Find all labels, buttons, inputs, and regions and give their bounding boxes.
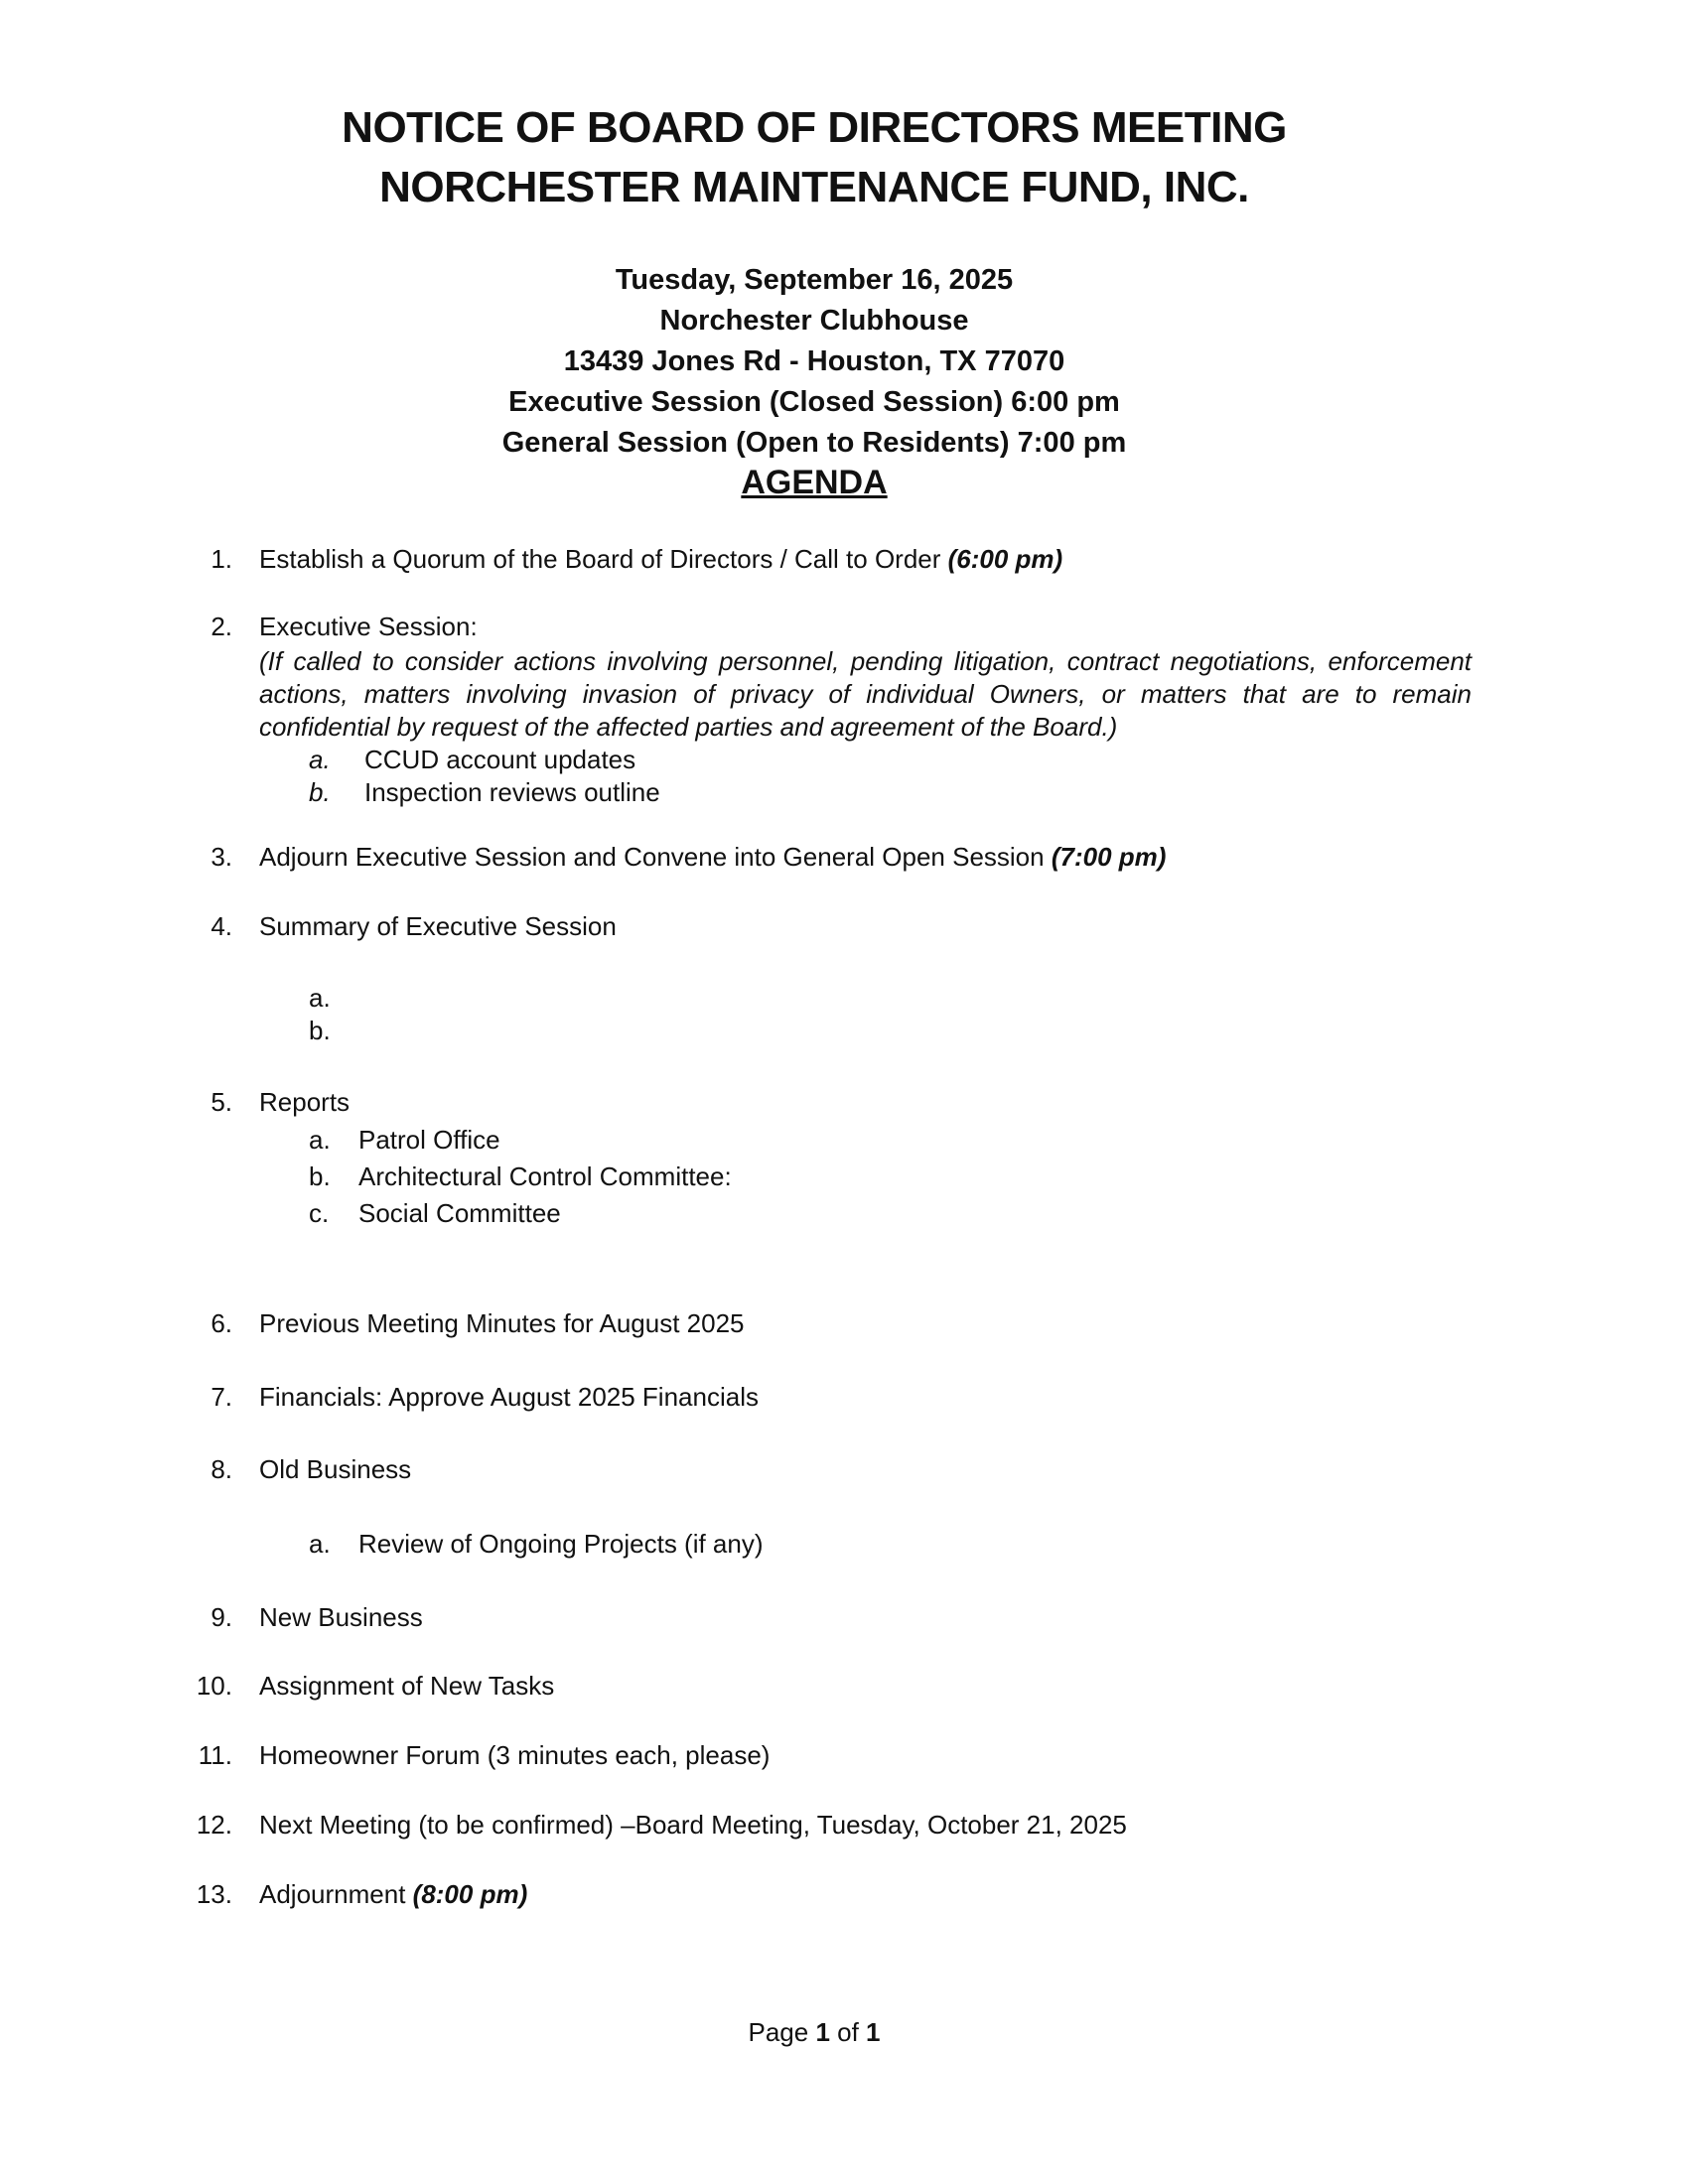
agenda-item-text: Previous Meeting Minutes for August 2025 bbox=[259, 1308, 745, 1338]
sub-item-letter: b. bbox=[309, 777, 331, 807]
page-of: of bbox=[829, 2017, 867, 2047]
agenda-item-text: Old Business bbox=[259, 1454, 412, 1484]
agenda-item-number: 6. bbox=[211, 1308, 232, 1338]
agenda-heading: AGENDA bbox=[741, 464, 888, 501]
agenda-item-text: Establish a Quorum of the Board of Directors / Call to Order bbox=[259, 544, 948, 574]
agenda-item-text: Executive Session: bbox=[259, 612, 478, 641]
sub-item-letter: a. bbox=[309, 983, 331, 1013]
meeting-address: 13439 Jones Rd - Houston, TX 77070 bbox=[563, 345, 1065, 377]
agenda-item-number: 10. bbox=[196, 1671, 232, 1701]
agenda-item-time: (7:00 pm) bbox=[1051, 842, 1167, 872]
agenda-item-number: 9. bbox=[211, 1602, 232, 1632]
sub-item-letter: a. bbox=[309, 745, 331, 774]
executive-session-time: Executive Session (Closed Session) 6:00 pm bbox=[508, 386, 1120, 418]
sub-item-text: Architectural Control Committee: bbox=[358, 1161, 732, 1191]
sub-item-text: CCUD account updates bbox=[364, 745, 636, 774]
agenda-item-text: New Business bbox=[259, 1602, 423, 1632]
sub-item-text: Patrol Office bbox=[358, 1125, 500, 1155]
agenda-item-text: Adjournment bbox=[259, 1879, 413, 1909]
sub-item-letter: a. bbox=[309, 1125, 331, 1155]
sub-item-letter: a. bbox=[309, 1529, 331, 1559]
agenda-item-text: Homeowner Forum (3 minutes each, please) bbox=[259, 1740, 771, 1770]
sub-item-text: Inspection reviews outline bbox=[364, 777, 660, 807]
agenda-item-text-wrap bbox=[259, 842, 1166, 873]
agenda-item-number: 1. bbox=[211, 544, 232, 574]
agenda-item-text: Adjourn Executive Session and Convene into General Open Session bbox=[259, 842, 1052, 872]
document-title: NOTICE OF BOARD OF DIRECTORS MEETING bbox=[342, 103, 1287, 152]
agenda-item-number: 13. bbox=[196, 1879, 232, 1909]
meeting-date: Tuesday, September 16, 2025 bbox=[615, 264, 1014, 296]
agenda-item-text: Summary of Executive Session bbox=[259, 911, 617, 941]
organization-name: NORCHESTER MAINTENANCE FUND, INC. bbox=[379, 163, 1249, 211]
agenda-item-number: 12. bbox=[196, 1810, 232, 1840]
sub-item-letter: b. bbox=[309, 1016, 331, 1045]
meeting-venue: Norchester Clubhouse bbox=[659, 305, 969, 337]
agenda-item-number: 3. bbox=[211, 842, 232, 872]
agenda-item-text-wrap bbox=[259, 1879, 527, 1910]
agenda-item-time: (8:00 pm) bbox=[412, 1879, 528, 1909]
agenda-item-number: 2. bbox=[211, 612, 232, 641]
sub-item-text: Social Committee bbox=[358, 1198, 561, 1228]
general-session-time: General Session (Open to Residents) 7:00 pm bbox=[501, 427, 1127, 459]
sub-item-letter: b. bbox=[309, 1161, 331, 1191]
executive-session-note: (If called to consider actions involving personnel, pending litigation, contract negotiations, enforcement actions, matters involving invasion of privacy of individual Owners, or matters that are to remain confidential by request of the affected parties and agreement of the Board.) bbox=[259, 646, 1472, 742]
page-label: Page bbox=[748, 2017, 816, 2047]
agenda-item-text: Financials: Approve August 2025 Financials bbox=[259, 1382, 759, 1412]
agenda-item-number: 11. bbox=[198, 1740, 232, 1770]
agenda-item-number: 4. bbox=[211, 911, 232, 941]
page-total: 1 bbox=[866, 2017, 881, 2047]
meeting-details bbox=[0, 260, 1628, 464]
agenda-item-text-wrap bbox=[259, 544, 1062, 575]
agenda-item-text: Reports bbox=[259, 1087, 351, 1117]
sub-item-text: Review of Ongoing Projects (if any) bbox=[358, 1529, 764, 1559]
page-number bbox=[0, 2017, 1628, 2048]
sub-item-letter: c. bbox=[309, 1198, 330, 1228]
agenda-item-number: 7. bbox=[211, 1382, 232, 1412]
agenda-item-number: 5. bbox=[211, 1087, 232, 1117]
page-current: 1 bbox=[815, 2017, 830, 2047]
agenda-item-text: Next Meeting (to be confirmed) –Board Meeting, Tuesday, October 21, 2025 bbox=[259, 1810, 1127, 1840]
agenda-item-time: (6:00 pm) bbox=[947, 544, 1063, 574]
agenda-item-number: 8. bbox=[211, 1454, 232, 1484]
agenda-item-text: Assignment of New Tasks bbox=[259, 1671, 555, 1701]
